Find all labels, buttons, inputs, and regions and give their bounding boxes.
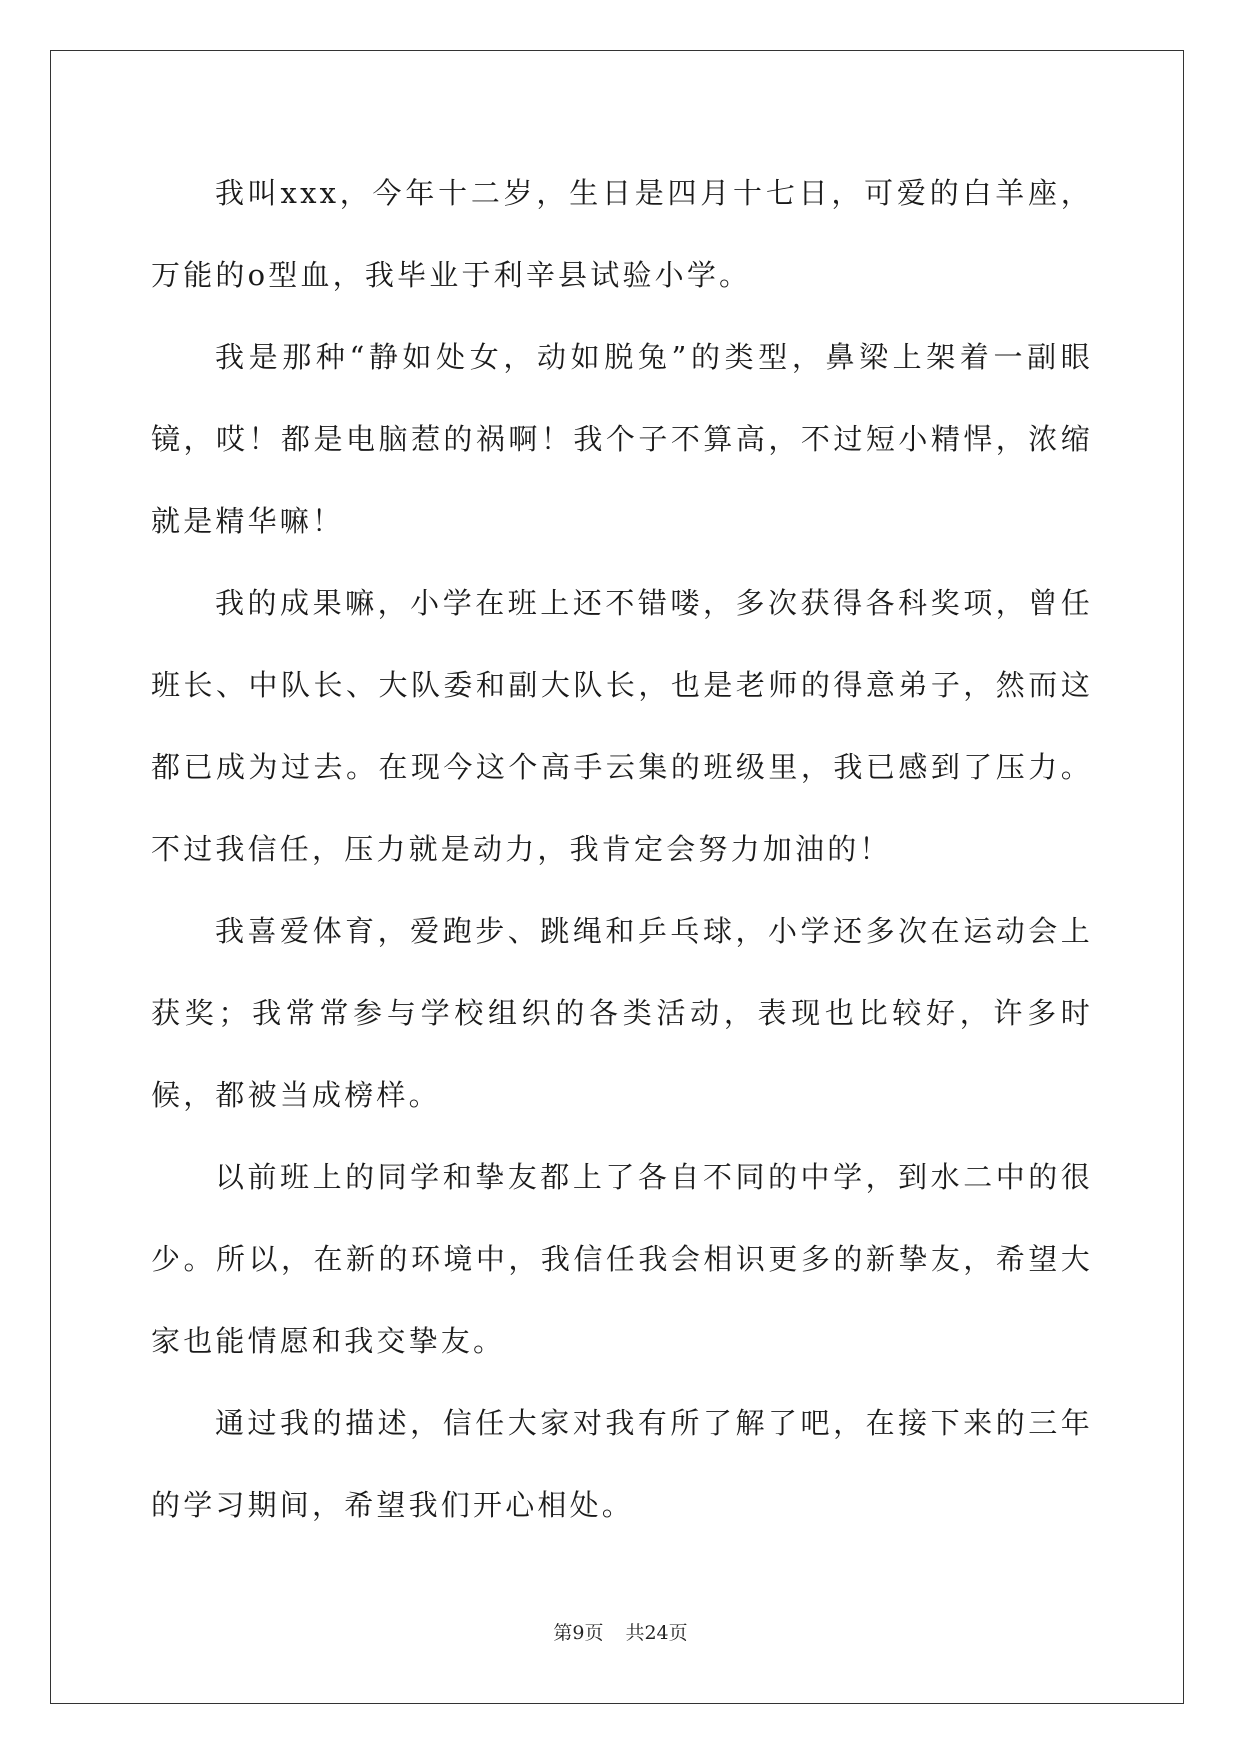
paragraph-2: 我是那种“静如处女，动如脱兔”的类型，鼻梁上架着一副眼镜，哎！都是电脑惹的祸啊！我个子不算高，不过短小精悍，浓缩就是精华嘛！ [151, 340, 1093, 538]
paragraph-1: 我叫xxx，今年十二岁，生日是四月十七日，可爱的白羊座，万能的o型血，我毕业于利辛县试验小学。 [151, 176, 1093, 292]
page-number: 第9页 [553, 1622, 604, 1644]
paragraph-3: 我的成果嘛，小学在班上还不错喽，多次获得各科奖项，曾任班长、中队长、大队委和副大队长，也是老师的得意弟子，然而这都已成为过去。在现今这个高手云集的班级里，我已感到了压力。不过我信任，压力就是动力，我肯定会努力加油的！ [151, 586, 1093, 866]
paragraph-4: 我喜爱体育，爱跑步、跳绳和乒乓球，小学还多次在运动会上获奖；我常常参与学校组织的各类活动，表现也比较好，许多时候，都被当成榜样。 [151, 914, 1093, 1112]
paragraph-6: 通过我的描述，信任大家对我有所了解了吧，在接下来的三年的学习期间，希望我们开心相处。 [151, 1406, 1093, 1522]
document-body [151, 152, 1093, 1546]
page-total: 共24页 [625, 1622, 688, 1644]
paragraph-5: 以前班上的同学和挚友都上了各自不同的中学，到水二中的很少。所以，在新的环境中，我信任我会相识更多的新挚友，希望大家也能情愿和我交挚友。 [151, 1160, 1093, 1358]
page-footer [0, 1618, 1241, 1645]
